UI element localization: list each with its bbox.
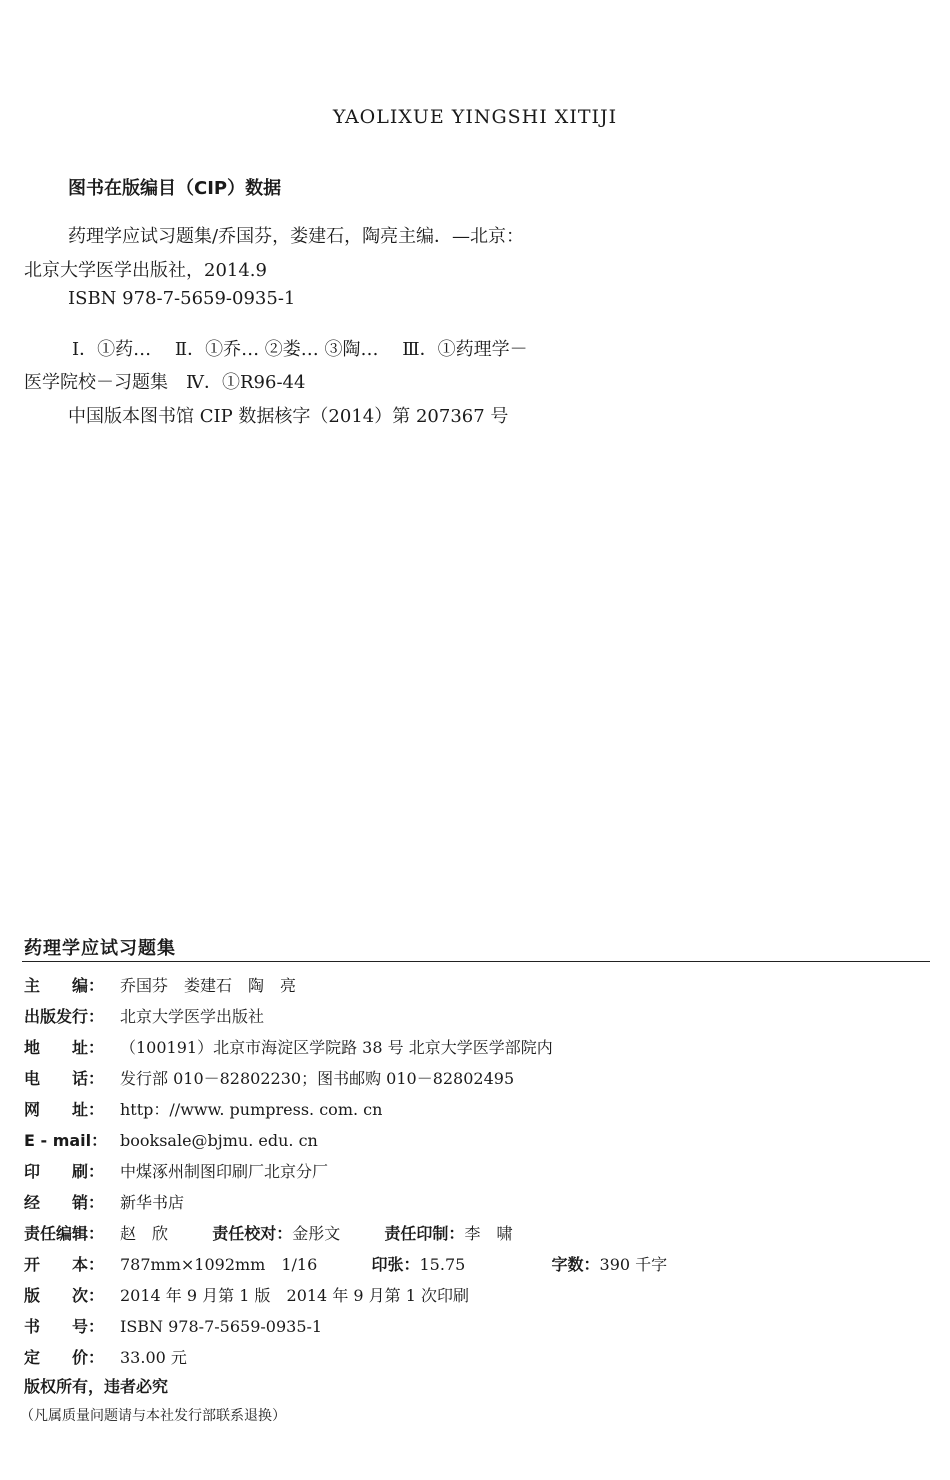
pinyin-title: YAOLIXUE YINGSHI XITIJI <box>332 106 618 128</box>
info-row-format <box>24 1252 667 1275</box>
info-row-website <box>24 1097 382 1120</box>
book-title: 药理学应试习题集 <box>24 938 176 959</box>
info-value: 乔国芬 娄建石 陶 亮 <box>120 976 297 995</box>
info-label: 字数： <box>551 1255 600 1274</box>
info-label: 出版发行： <box>24 1007 105 1026</box>
info-label: 地 址： <box>24 1038 105 1057</box>
info-label: 主 编： <box>24 976 105 995</box>
info-value: 赵 欣 <box>120 1224 169 1243</box>
info-label: 印 刷： <box>24 1162 105 1181</box>
cip-line-2: 北京大学医学出版社，2014.9 <box>24 260 267 281</box>
info-row-editor <box>24 973 296 996</box>
info-label: 责任印制： <box>384 1224 465 1243</box>
info-label: 书 号： <box>24 1317 105 1336</box>
info-value: 李 啸 <box>464 1224 513 1243</box>
info-label: 责任校对： <box>212 1224 293 1243</box>
info-value: 787mm×1092mm 1/16 <box>120 1255 318 1274</box>
info-row-responsibility <box>24 1221 512 1244</box>
cip-classification-2: 医学院校－习题集 Ⅳ．①R96-44 <box>24 372 306 393</box>
info-value: http：//www. pumpress. com. cn <box>120 1100 383 1119</box>
cip-line-1: 药理学应试习题集/乔国芬，娄建石，陶亮主编．—北京： <box>68 226 525 247</box>
info-value: booksale@bjmu. edu. cn <box>120 1131 318 1150</box>
info-value: 金彤文 <box>292 1224 341 1243</box>
info-value: 新华书店 <box>120 1193 185 1212</box>
info-label: 印张： <box>371 1255 420 1274</box>
info-value: 390 千字 <box>599 1255 668 1274</box>
info-row-email <box>24 1128 318 1151</box>
info-value: 中煤涿州制图印刷厂北京分厂 <box>120 1162 329 1181</box>
info-row-address <box>24 1035 553 1058</box>
info-value: ISBN 978-7-5659-0935-1 <box>120 1317 323 1336</box>
cip-isbn: ISBN 978-7-5659-0935-1 <box>68 288 296 309</box>
divider <box>22 961 930 962</box>
info-value: 15.75 <box>419 1255 466 1274</box>
cip-heading: 图书在版编目（CIP）数据 <box>68 178 282 199</box>
info-value: 北京大学医学出版社 <box>120 1007 265 1026</box>
info-row-phone <box>24 1066 514 1089</box>
info-row-book-number <box>24 1314 322 1337</box>
info-row-distributor <box>24 1190 184 1213</box>
info-value: 发行部 010－82802230；图书邮购 010－82802495 <box>120 1069 515 1088</box>
info-row-price <box>24 1345 187 1368</box>
info-label: 定 价： <box>24 1348 105 1367</box>
info-label: E - mail： <box>24 1131 108 1150</box>
info-value: （100191）北京市海淀区学院路 38 号 北京大学医学部院内 <box>120 1038 553 1057</box>
info-label: 经 销： <box>24 1193 105 1212</box>
copyright-notice: 版权所有，违者必究 <box>24 1377 169 1396</box>
cip-number: 中国版本图书馆 CIP 数据核字（2014）第 207367 号 <box>68 406 509 427</box>
info-label: 版 次： <box>24 1286 105 1305</box>
return-notice: （凡属质量问题请与本社发行部联系退换） <box>20 1408 286 1424</box>
info-label: 电 话： <box>24 1069 105 1088</box>
info-label: 开 本： <box>24 1255 105 1274</box>
info-value: 2014 年 9 月第 1 版 2014 年 9 月第 1 次印刷 <box>120 1286 470 1305</box>
info-label: 网 址： <box>24 1100 105 1119</box>
info-value: 33.00 元 <box>120 1348 187 1367</box>
info-row-publisher <box>24 1004 264 1027</box>
cip-classification-1: Ⅰ．①药… Ⅱ．①乔… ②娄… ③陶… Ⅲ．①药理学－ <box>72 339 528 360</box>
info-label: 责任编辑： <box>24 1224 105 1243</box>
info-row-edition <box>24 1283 469 1306</box>
info-row-printer <box>24 1159 328 1182</box>
